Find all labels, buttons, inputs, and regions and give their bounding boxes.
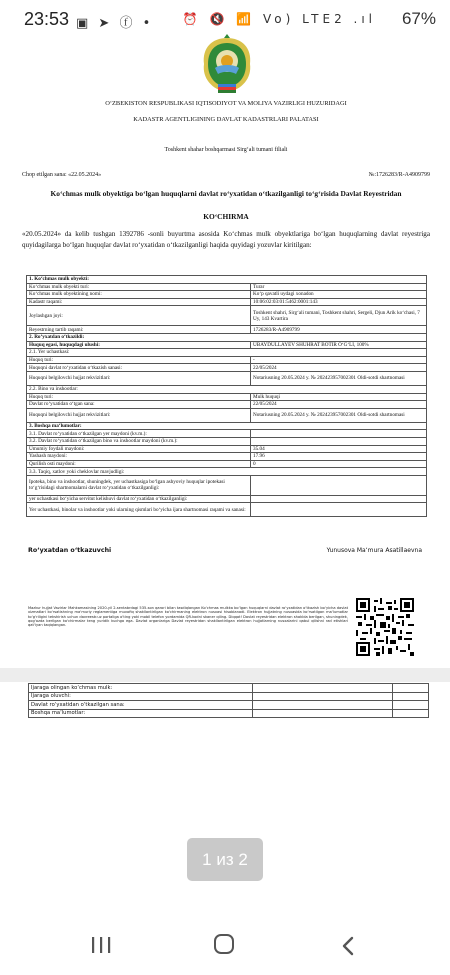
row-value (251, 495, 427, 503)
row-value: 35.04 (251, 445, 427, 453)
row-label: Huquqni belgilovchi hujjat rekvizitlari: (27, 408, 251, 422)
row-label: Huquq turi: (27, 393, 251, 401)
row-value (253, 692, 393, 701)
row-label: Davlat ro‘yxatidan o‘tkazilgan sana: (29, 701, 253, 710)
system-nav-bar (0, 920, 450, 975)
legal-footnote: Mazkur hujjat Vazirlar Mahkamasining 2020-yil 2-sentabrdagi 535-son qarori bilan tasdiqlangan Ko‘chmas mulkka bo‘lgan huquqlarni davlat ro‘yxatidan o‘tkazish bo‘yicha davlat xizmatlari ko‘rsatishning ma‘muriy reglamentiga muvofiq shakllantirilgan ko‘chirmaning elektron nusxasi hisoblanadi. Elektron hujjatning nusxasida ko‘rsatilgan ma‘lumotlar to‘g‘riligini tekshirish uchun davreestr.uz portaliga o‘ting yoki mobil telefon yordamida QR-kodni skaner qiling. Diqqat! Davlat reyestridan elektron shaklda berilgan, shuningdek, qog‘ozda berilgan ko‘chirmalar teng yuridik kuchga ega. Davlat organlariga Davlat reyestridan shakllantirilgan elektron hujjatlarning nusxalarini qabul qilishni rad etishlari qat‘iyan taqiqlangan. (28, 606, 348, 628)
qr-code[interactable] (356, 598, 414, 656)
clock: 23:53 (24, 9, 70, 29)
row-label: Boshqa ma‘lumotlar: (29, 709, 253, 718)
row-label: Ko‘chmas mulk obyekti turi: (27, 283, 251, 291)
row-label: Huquq egasi, huquqdagi ulushi: (27, 341, 251, 349)
row-value (251, 437, 427, 445)
back-icon[interactable] (338, 936, 358, 956)
registrar-title: Ro‘yxatdan o‘tkazuvchi (28, 547, 112, 554)
table-row (29, 701, 429, 710)
system-icons: ⏰ 🔇 📶 Vo) LTE2 .ıl (182, 12, 376, 26)
table-row (27, 326, 427, 334)
table-row (27, 371, 427, 385)
row-label: Joylashgan joyi: (27, 306, 251, 326)
ministry-name: O‘ZBEKISTON RESPUBLIKASI IQTISODIYOT VA MOLIYA VAZIRLIGI HUZURIDAGI (105, 100, 347, 107)
row-value (393, 709, 429, 718)
row-label: Umumiy foydali maydoni: (27, 445, 251, 453)
table-row (27, 298, 427, 306)
section-header (27, 422, 427, 430)
row-value: 0 (251, 460, 427, 468)
row-value: 1726283/R-A4909799 (251, 326, 427, 334)
row-value (251, 503, 427, 517)
table-row (29, 709, 429, 718)
page-2-table (28, 683, 429, 718)
row-label: Kadastr raqami: (27, 298, 251, 306)
subsection: 2.1. Yer uchastkasi: (27, 349, 427, 357)
row-label: 3.1. Davlat ro‘yxatidan o‘tkazilgan yer maydoni (kv.m.): (27, 430, 251, 438)
table-row (27, 349, 427, 357)
row-label: Huquqni belgilovchi hujjat rekvizitlari: (27, 371, 251, 385)
table-row (27, 283, 427, 291)
row-label: Qurilish osti maydoni: (27, 460, 251, 468)
home-icon[interactable] (214, 934, 234, 954)
table-row (27, 341, 427, 349)
document-title: Ko‘chmas mulk obyektiga bo‘lgan huquqlarni davlat ro‘yxatidan o‘tkazilganligi to‘g‘risida Davlat Reyestridan (50, 189, 402, 198)
section-header (27, 276, 427, 284)
table-row (29, 692, 429, 701)
page-separator (0, 668, 450, 682)
document-number: №:1726283/R-A4909799 (368, 172, 430, 178)
notification-icons: ▣ ➤ ⓕ • (76, 16, 154, 31)
row-label: Huquqni davlat ro‘yxatidan o‘tkazish sanasi: (27, 364, 251, 372)
row-value (251, 430, 427, 438)
issue-date: Chop etilgan sana: «22.05.2024» (22, 172, 102, 178)
row-label: Davlat ro‘yxatidan o‘tgan sana: (27, 401, 251, 409)
row-value (393, 692, 429, 701)
row-value: Toshkent shahri, Sirg‘ali tumani, Toshkent shahri, Sergeli, Djun Arik ko‘chasi, 7 Uy, 143 Kvartira (251, 306, 427, 326)
row-label: Yashash maydoni: (27, 453, 251, 461)
row-value (393, 701, 429, 710)
table-row (27, 453, 427, 461)
table-row (27, 291, 427, 299)
row-label: Reyestrning tartib raqami: (27, 326, 251, 334)
table-row (27, 468, 427, 476)
row-value: - (251, 356, 427, 364)
section-3: 3. Boshqa ma‘lumotlar: (27, 422, 427, 430)
row-value (253, 684, 393, 693)
table-row (29, 684, 429, 693)
row-value: Mulk huquqi (251, 393, 427, 401)
row-value: Ko‘p qavatli uydagi xonadon (251, 291, 427, 299)
agency-name: KADASTR AGENTLIGINING DAVLAT KADASTRLARI PALATASI (133, 116, 319, 123)
row-value (253, 709, 393, 718)
row-value: 17.96 (251, 453, 427, 461)
table-row (27, 306, 427, 326)
row-label: Ijaraga olingan ko‘chmas mulk: (29, 684, 253, 693)
row-value: 10:06:02:03:01:5462:0001:143 (251, 298, 427, 306)
table-row (27, 356, 427, 364)
row-value: 22/05/2024 (251, 401, 427, 409)
table-row (27, 460, 427, 468)
row-label: Huquq turi: (27, 356, 251, 364)
subsection: 2.2. Bino va inshootlar: (27, 385, 427, 393)
row-value (251, 475, 427, 495)
intro-paragraph: «20.05.2024» da kelib tushgan 1392786 -sonli buyurtma asosida Ko‘chmas mulk obyektlariga bo‘lgan huquqlarning davlat reyestriga quyidagilarga bo‘lgan huquqlar davlat ro‘yxatidan o‘tkazilganligi haqida quyidagi yozuvlar kiritilgan: (22, 230, 430, 249)
table-row (27, 445, 427, 453)
registry-table (26, 275, 427, 517)
row-label: Ko‘chmas mulk obyektining nomi: (27, 291, 251, 299)
recent-apps-icon[interactable] (90, 936, 112, 954)
branch-name: Toshkent shahar boshqarmasi Sirg‘ali tumani filiali (164, 147, 288, 153)
row-label: Ijaraga oluvchi: (29, 692, 253, 701)
table-row (27, 408, 427, 422)
state-emblem-icon (198, 34, 256, 96)
table-row (27, 475, 427, 495)
row-value: Notariusning 20.05.2024 y. № 202423957002301 Oldi-sotdi shartnomasi (251, 371, 427, 385)
row-value (393, 684, 429, 693)
section-header (27, 333, 427, 341)
table-row (27, 503, 427, 517)
table-row (27, 430, 427, 438)
section-1: 1. Ko‘chmas mulk obyekti: (27, 276, 427, 284)
row-value (253, 701, 393, 710)
registrar-name: Yunusova Ma‘mura Asatillaevna (326, 547, 422, 554)
table-row (27, 393, 427, 401)
subsection: 3.3. Taqiq, xatlov yoki cheklovlar mavjudligi: (27, 468, 427, 476)
row-value: Turar (251, 283, 427, 291)
row-label: Yer uchastkasi, binolar va inshootlar yoki ularning qismlari bo‘yicha ijara shartnomasi raqami va sanasi: (27, 503, 251, 517)
row-value: Notariusning 20.05.2024 y. № 202423957002301 Oldi-sotdi shartnomasi (251, 408, 427, 422)
row-value: 22/05/2024 (251, 364, 427, 372)
table-row (27, 495, 427, 503)
row-label: 3.2. Davlat ro‘yxatidan o‘tkazilgan bino va inshootlar maydoni (kv.m.): (27, 437, 251, 445)
table-row (27, 364, 427, 372)
row-value: UBAYDULLAYEV SHUHRAT BOTIR O‘G‘LI, 100% (251, 341, 427, 349)
row-label: Ipoteka, bino va inshootlar, shuningdek, yer uchastkasiga bo‘lgan ashyoviy huquqlar ipotekasi to‘g‘risidagi shartnomalarni davlat ro‘yxatidan o‘tkazilganligi: (27, 475, 251, 495)
table-row (27, 401, 427, 409)
page-indicator: 1 из 2 (187, 838, 263, 881)
row-label: yer uchastkasi bo‘yicha servitut kelishuvi davlat ro‘yxatidan o‘tkazilganligi: (27, 495, 251, 503)
document-subtitle: KO‘CHIRMA (203, 212, 249, 221)
table-row (27, 437, 427, 445)
section-2: 2. Ro‘yxatdan o‘tkazildi: (27, 333, 427, 341)
battery-level: 67% (401, 9, 436, 28)
table-row (27, 385, 427, 393)
